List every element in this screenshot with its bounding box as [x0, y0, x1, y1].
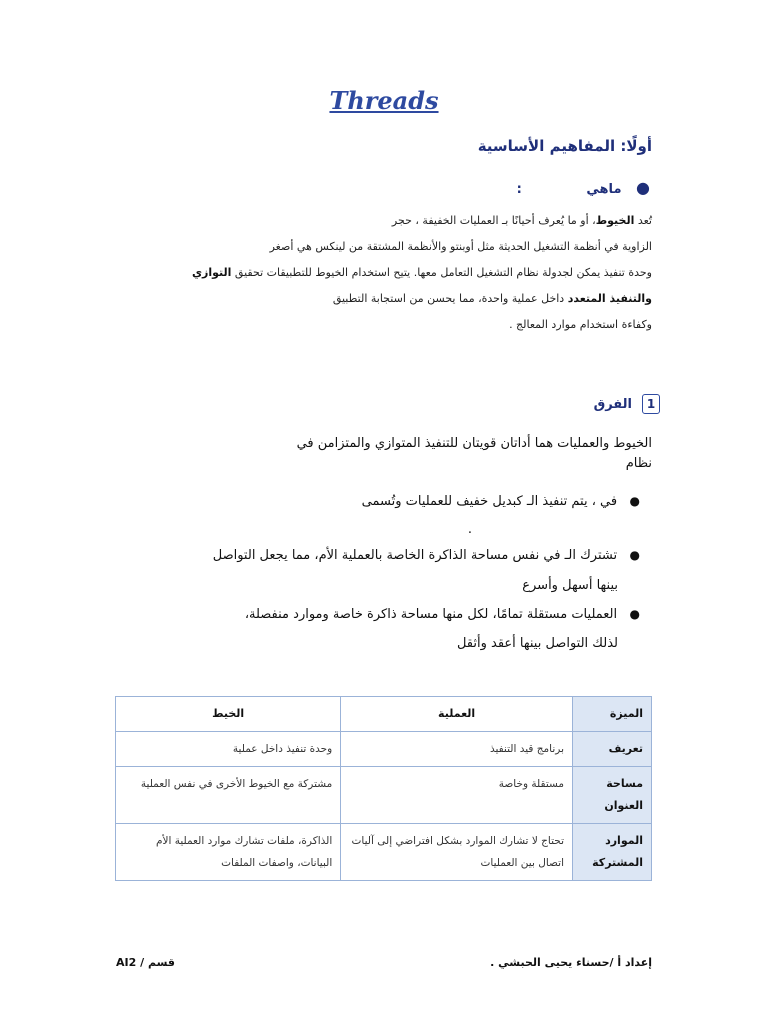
footer-department: قسم / AI2 [116, 956, 175, 969]
intro-line-2: نظام [625, 456, 652, 471]
paragraph-line-2: الزاوية في أنظمة التشغيل الحديثة مثل أوبنتو والأنظمة المشتقة من لينكس هي أصغر [269, 240, 652, 253]
bullet-icon: ● [629, 607, 640, 621]
paragraph-line-3: وحدة تنفيذ يمكن لجدولة نظام التشغيل التعامل معها. يتيح استخدام الخيوط للتطبيقات تحقيق التوازي [191, 266, 652, 279]
table-row [116, 732, 652, 767]
table-cell-feature: الموارد المشتركة [573, 824, 652, 881]
table-header-thread: الخيط [116, 697, 341, 732]
table-row [116, 824, 652, 881]
list-item-continuation: لذلك التواصل بينها أعقد وأثقل [456, 636, 618, 651]
question-label: ماهي [586, 182, 622, 197]
intro-line-1: الخيوط والعمليات هما أداتان قويتان للتنفيذ المتوازي والمتزامن في [296, 436, 652, 451]
table-cell-process: تحتاج لا تشارك الموارد بشكل افتراضي إلى آليات اتصال بين العمليات [341, 824, 573, 881]
section-number: 1 [642, 394, 660, 414]
paragraph-line-1: تُعد الخيوط، أو ما يُعرف أحيانًا بـ العمليات الخفيفة ، حجر [391, 214, 652, 227]
paragraph-line-5: وكفاءة استخدام موارد المعالج . [509, 318, 652, 331]
list-item: ● تشترك الـ في نفس مساحة الذاكرة الخاصة بالعملية الأم، مما يجعل التواصل [212, 548, 640, 563]
paragraph-line-4: والتنفيذ المتعدد داخل عملية واحدة، مما يحسن من استجابة التطبيق [332, 292, 652, 305]
footer-author: إعداد أ /حسناء يحيى الحبشي . [490, 956, 652, 969]
table-cell-thread: الذاكرة، ملفات تشارك موارد العملية الأم البيانات، واصفات الملفات [116, 824, 341, 881]
bullet-icon: ● [629, 548, 640, 562]
list-item: ● في ، يتم تنفيذ الـ كبديل خفيف للعمليات وتُسمى [361, 494, 640, 509]
table-header-process: العملية [341, 697, 573, 732]
difference-heading [594, 394, 660, 414]
table-cell-process: مستقلة وخاصة [341, 767, 573, 824]
table-header-row [116, 697, 652, 732]
list-item-continuation: بينها أسهل وأسرع [522, 578, 618, 593]
question-bullet [517, 178, 650, 197]
table-cell-process: برنامج قيد التنفيذ [341, 732, 573, 767]
list-item-continuation: . [467, 522, 472, 537]
table-row [116, 767, 652, 824]
table-cell-thread: مشتركة مع الخيوط الأخرى في نفس العملية [116, 767, 341, 824]
bullet-icon: ● [636, 178, 650, 197]
section-heading: أولًا: المفاهيم الأساسية [477, 137, 652, 155]
question-colon: : [516, 182, 522, 197]
comparison-table [115, 696, 652, 881]
table-cell-feature: تعريف [573, 732, 652, 767]
page-title: Threads [329, 86, 439, 115]
bullet-icon: ● [629, 494, 640, 508]
difference-label: الفرق [593, 396, 632, 412]
table-cell-thread: وحدة تنفيذ داخل عملية [116, 732, 341, 767]
list-item: ● العمليات مستقلة تمامًا، لكل منها مساحة ذاكرة خاصة وموارد منفصلة، [244, 607, 640, 622]
table-header-feature: الميزة [573, 697, 652, 732]
table-cell-feature: مساحة العنوان [573, 767, 652, 824]
